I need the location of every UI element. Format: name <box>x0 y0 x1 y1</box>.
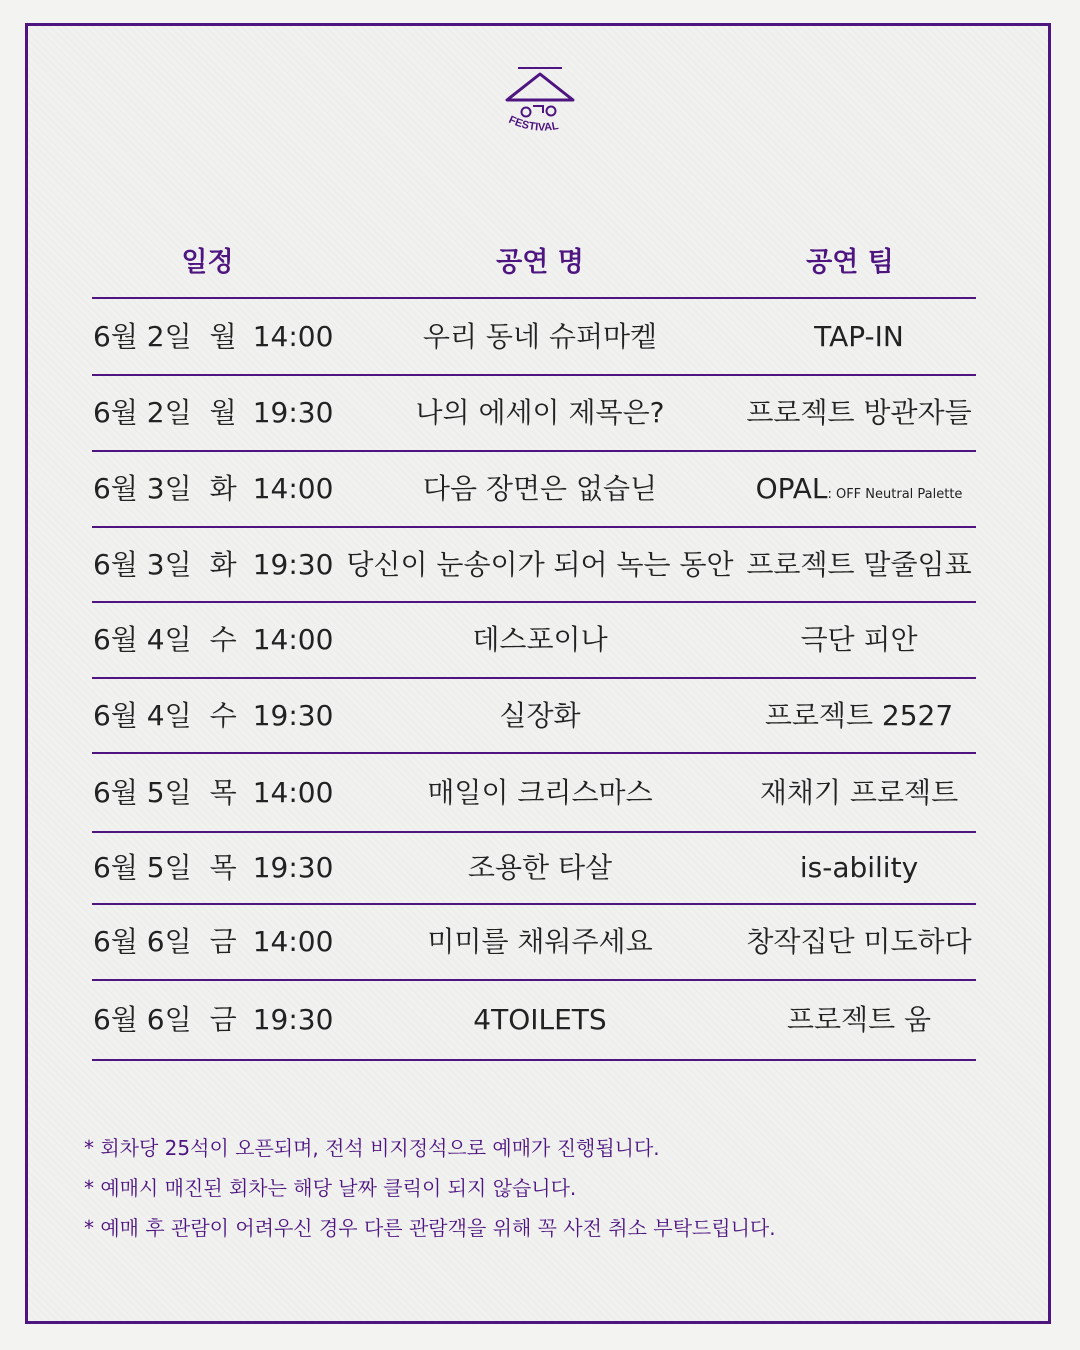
row-performance: 조용한 타살 <box>467 851 613 884</box>
row-date: 6월 4일 <box>93 623 192 656</box>
row-day: 화 <box>209 548 237 581</box>
row-day: 금 <box>209 1003 237 1036</box>
row-date: 6월 5일 <box>93 851 192 884</box>
row-team <box>740 602 978 678</box>
row-day: 목 <box>209 851 237 884</box>
row-time: 19:30 <box>252 699 334 732</box>
row-date: 6월 2일 <box>93 320 192 353</box>
table-row <box>0 678 1080 753</box>
row-date: 6월 6일 <box>93 1003 192 1036</box>
row-date: 6월 3일 <box>93 472 192 505</box>
row-schedule <box>93 298 333 375</box>
row-team-name: 프로젝트 말줄임표 <box>746 548 972 581</box>
row-day: 목 <box>209 776 237 809</box>
row-schedule <box>93 980 333 1060</box>
header-team: 공연 팀 <box>806 247 894 278</box>
row-team-name: 프로젝트 방관자들 <box>746 396 972 429</box>
row-team <box>740 375 978 451</box>
row-team <box>740 832 978 904</box>
row-team-name: 프로젝트 2527 <box>764 699 954 732</box>
row-performance: 4TOILETS <box>473 1003 607 1036</box>
row-team <box>740 451 978 527</box>
row-team-sub: : OFF Neutral Palette <box>827 487 963 502</box>
row-team-name: 창작집단 미도하다 <box>746 925 972 958</box>
logo-text: FESTIVAL <box>506 113 560 134</box>
row-performance: 데스포이나 <box>472 623 608 656</box>
row-date: 6월 4일 <box>93 699 192 732</box>
row-time: 19:30 <box>252 1003 334 1036</box>
row-team-name: 프로젝트 움 <box>786 1003 932 1036</box>
table-row <box>0 980 1080 1060</box>
row-team-name: OPAL <box>755 472 828 505</box>
row-performance: 매일이 크리스마스 <box>427 776 653 809</box>
row-day: 수 <box>209 623 237 656</box>
header-date: 일정 <box>181 247 234 278</box>
row-team <box>740 904 978 980</box>
note-2: * 예매시 매진된 회차는 해당 날짜 클릭이 되지 않습니다. <box>84 1176 577 1200</box>
row-time: 19:30 <box>252 548 334 581</box>
row-time: 14:00 <box>252 776 334 809</box>
row-schedule <box>93 527 333 602</box>
row-time: 19:30 <box>252 851 334 884</box>
row-performance: 나의 에세이 제목은? <box>415 396 665 429</box>
row-team <box>740 678 978 753</box>
row-time: 14:00 <box>252 320 334 353</box>
row-schedule <box>93 451 333 527</box>
row-schedule <box>93 832 333 904</box>
row-schedule <box>93 602 333 678</box>
row-time: 19:30 <box>252 396 334 429</box>
svg-text:FESTIVAL <box>507 114 560 134</box>
table-row <box>0 451 1080 527</box>
row-performance: 다음 장면은 없습닏 <box>422 472 658 505</box>
table-row <box>0 753 1080 832</box>
row-schedule <box>93 678 333 753</box>
row-day: 수 <box>209 699 237 732</box>
row-team <box>740 753 978 832</box>
row-performance: 우리 동네 슈퍼마켙 <box>422 320 658 353</box>
row-day: 월 <box>209 396 237 429</box>
row-performance: 실장화 <box>499 699 581 732</box>
row-day: 월 <box>209 320 237 353</box>
table-row <box>0 832 1080 904</box>
table-row <box>0 298 1080 375</box>
row-time: 14:00 <box>252 925 334 958</box>
row-day: 화 <box>209 472 237 505</box>
row-team <box>740 298 978 375</box>
row-performance: 미미를 채워주세요 <box>427 925 653 958</box>
table-row <box>0 602 1080 678</box>
row-schedule <box>93 753 333 832</box>
row-team-name: 극단 피안 <box>800 623 918 656</box>
note-3: * 예매 후 관람이 어려우신 경우 다른 관람객을 위해 꼭 사전 취소 부탁드립니다. <box>84 1216 776 1240</box>
row-schedule <box>93 375 333 451</box>
row-team <box>740 980 978 1060</box>
note-1: * 회차당 25석이 오픈되며, 전석 비지정석으로 예매가 진행됩니다. <box>84 1136 660 1160</box>
row-date: 6월 5일 <box>93 776 192 809</box>
table-row <box>0 904 1080 980</box>
row-performance: 당신이 눈송이가 되어 녹는 동안 <box>346 548 734 581</box>
row-team <box>740 527 978 602</box>
table-row <box>0 527 1080 602</box>
festival-logo <box>500 62 580 142</box>
row-date: 6월 3일 <box>93 548 192 581</box>
notes <box>84 1130 776 1250</box>
row-date: 6월 6일 <box>93 925 192 958</box>
row-team-name: 재채기 프로젝트 <box>759 776 959 809</box>
row-team-name: is-ability <box>799 851 919 884</box>
table-row <box>0 375 1080 451</box>
row-date: 6월 2일 <box>93 396 192 429</box>
row-team-name: TAP-IN <box>814 320 904 353</box>
row-schedule <box>93 904 333 980</box>
row-day: 금 <box>209 925 237 958</box>
row-time: 14:00 <box>252 472 334 505</box>
header-name: 공연 명 <box>496 247 584 278</box>
row-time: 14:00 <box>252 623 334 656</box>
